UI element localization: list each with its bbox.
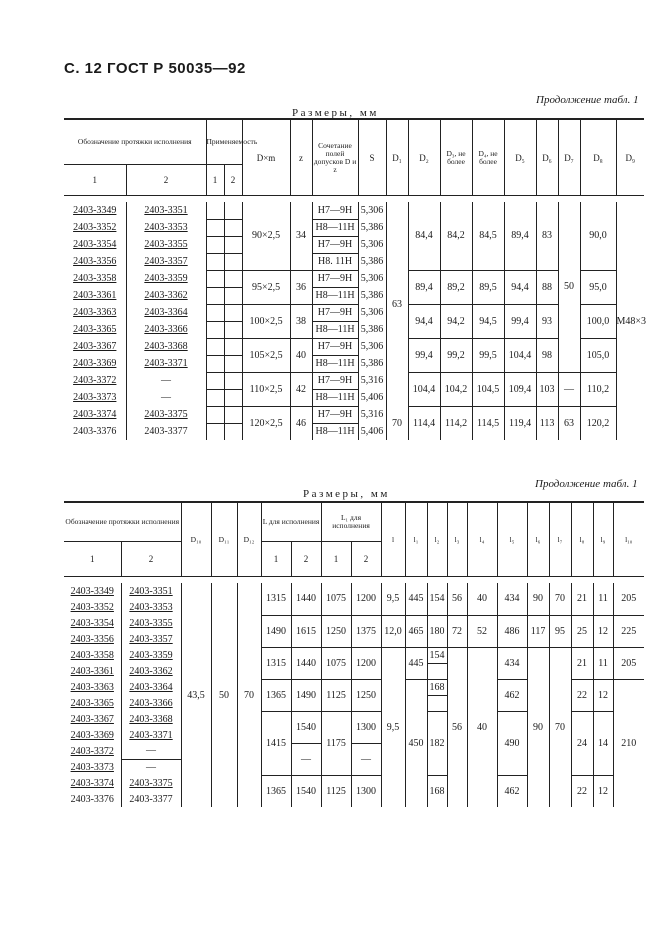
t1-head-a1: 1 <box>206 165 224 196</box>
t2-head-n2: 2 <box>121 542 181 577</box>
t1-d3: 99,2 <box>440 338 472 372</box>
t2-head-l: l <box>381 502 405 577</box>
t2-head-l6: l₆ <box>527 502 549 577</box>
t1-d8: 90,0 <box>580 202 616 270</box>
t2-row-c1: 2403-3369 <box>70 729 114 741</box>
t2-head-designation: Обозначение протяжки исполнения <box>64 502 181 542</box>
t1-z: 42 <box>290 372 312 406</box>
t2-L11: 1125 <box>321 679 351 711</box>
t1-d3: 104,2 <box>440 372 472 406</box>
t2-head-l1: l₁ <box>405 502 427 577</box>
t2-l2: 154 <box>427 583 447 615</box>
t1-row-c2: — <box>126 389 206 406</box>
t2-l10: 225 <box>613 615 644 647</box>
t1-head-combination: Сочетание полей допусков D и z <box>312 119 358 196</box>
t1-row-c2: 2403-3371 <box>126 355 206 372</box>
t2-l2: 182 <box>427 711 447 775</box>
t2-l10: 205 <box>613 583 644 615</box>
t2-l9: 12 <box>593 775 613 807</box>
t1-row-c2: 2403-3359 <box>126 270 206 287</box>
t1-row-c2: — <box>126 372 206 389</box>
t2-head-d11: D₁₁ <box>211 502 237 577</box>
t2-l9: 12 <box>593 679 613 711</box>
sizes-label-2: Размеры, мм <box>303 488 390 500</box>
t2-l9: 11 <box>593 647 613 679</box>
t2-l2: 154 <box>427 647 447 663</box>
t1-dxm: 105×2,5 <box>242 338 290 372</box>
t1-row-c2: 2403-3377 <box>126 423 206 440</box>
t2-l: 12,0 <box>381 615 405 647</box>
t1-s: 5,406 <box>358 423 386 440</box>
t2-l4-mid: 40 <box>467 647 497 807</box>
t1-d1: 70 <box>386 406 408 440</box>
t2-l8: 22 <box>571 679 593 711</box>
t1-row-c1: 2403-3358 <box>73 273 117 284</box>
t2-head-L1-2: 2 <box>351 542 381 577</box>
t2-d12: 70 <box>237 583 261 807</box>
t1-head-dxm: D×m <box>242 119 290 196</box>
t2-row-c2: — <box>121 759 181 775</box>
continuation-label-1: Продолжение табл. 1 <box>536 94 639 106</box>
t1-d6: 98 <box>536 338 558 372</box>
t2-L1: 1365 <box>261 679 291 711</box>
t2-l8: 21 <box>571 583 593 615</box>
t2-L2: 1490 <box>291 679 321 711</box>
t1-d8: 105,0 <box>580 338 616 372</box>
t2-row-c2: 2403-3375 <box>121 775 181 791</box>
t2-head-d12: D₁₂ <box>237 502 261 577</box>
t1-row-c2: 2403-3355 <box>126 236 206 253</box>
t2-l5: 462 <box>497 679 527 711</box>
t2-L1: 1365 <box>261 775 291 807</box>
t2-L12: 1250 <box>351 679 381 711</box>
t2-l8: 22 <box>571 775 593 807</box>
t1-d7: — <box>558 372 580 406</box>
t2-row-c1: 2403-3373 <box>70 761 114 773</box>
t2-head-l10: l₁₀ <box>613 502 644 577</box>
t1-head-z: z <box>290 119 312 196</box>
t1-row-c1: 2403-3361 <box>73 290 117 301</box>
t2-l2: 180 <box>427 615 447 647</box>
t1-z: 36 <box>290 270 312 304</box>
t1-d2: 89,4 <box>408 270 440 304</box>
t1-comb: H8—11H <box>312 287 358 304</box>
t2-L12: 1200 <box>351 583 381 615</box>
t2-l1-mid: 450 <box>405 679 427 807</box>
t2-l1: 445 <box>405 583 427 615</box>
t2-L2-dash: — <box>291 743 321 775</box>
t2-head-l4: l₄ <box>467 502 497 577</box>
t2-l: 9,5 <box>381 583 405 615</box>
t2-l5: 434 <box>497 583 527 615</box>
t1-s: 5,386 <box>358 355 386 372</box>
t2-l-mid: 9,5 <box>381 647 405 807</box>
t2-row-c1: 2403-3361 <box>70 665 114 677</box>
t1-head-d9: D₉ <box>616 119 644 196</box>
t1-head-d6: D₆ <box>536 119 558 196</box>
t1-head-d5: D₅ <box>504 119 536 196</box>
t2-head-L1: L₁ для исполнения <box>321 502 381 542</box>
t2-L12: 1200 <box>351 647 381 679</box>
t2-row-c1: 2403-3354 <box>70 617 114 629</box>
t2-l5: 486 <box>497 615 527 647</box>
t1-row-c1: 2403-3349 <box>73 205 117 216</box>
t2-L11: 1075 <box>321 647 351 679</box>
t2-head-n1: 1 <box>64 542 121 577</box>
t1-comb: H8—11H <box>312 321 358 338</box>
t2-head-l2: l₂ <box>427 502 447 577</box>
t2-row-c2: 2403-3353 <box>121 599 181 615</box>
t1-d6: 93 <box>536 304 558 338</box>
t2-d10: 43,5 <box>181 583 211 807</box>
t2-L2: 1540 <box>291 711 321 743</box>
t2-head-l9: l₉ <box>593 502 613 577</box>
t1-row-c1: 2403-3374 <box>73 409 117 420</box>
t2-row-c2: 2403-3359 <box>121 647 181 663</box>
t2-L11: 1125 <box>321 775 351 807</box>
t1-head-d7: D₇ <box>558 119 580 196</box>
t2-l2: 168 <box>427 775 447 807</box>
continuation-label-2: Продолжение табл. 1 <box>535 478 638 490</box>
t2-row-c2: 2403-3351 <box>121 583 181 599</box>
t2-head-l5: l₅ <box>497 502 527 577</box>
t1-z: 46 <box>290 406 312 440</box>
t2-d11: 50 <box>211 583 237 807</box>
t2-row-c2: 2403-3355 <box>121 615 181 631</box>
t1-comb: H8—11H <box>312 389 358 406</box>
t1-row-c1: 2403-3367 <box>73 341 117 352</box>
t1-row-c1: 2403-3372 <box>73 375 117 386</box>
t2-l5: 462 <box>497 775 527 807</box>
t1-d3: 89,2 <box>440 270 472 304</box>
t1-comb: H8. 11H <box>312 253 358 270</box>
t1-d4: 114,5 <box>472 406 504 440</box>
t2-l10: 205 <box>613 647 644 679</box>
t2-L2: 1440 <box>291 647 321 679</box>
t1-head-d8: D₈ <box>580 119 616 196</box>
t1-head-d1: D₁ <box>386 119 408 196</box>
t1-s: 5,386 <box>358 321 386 338</box>
t1-row-c2: 2403-3364 <box>126 304 206 321</box>
t2-row-c1: 2403-3376 <box>70 793 114 805</box>
t2-L2: 1615 <box>291 615 321 647</box>
t2-l4: 40 <box>467 583 497 615</box>
sizes-label-1: Размеры, мм <box>292 107 379 119</box>
t1-comb: H8—11H <box>312 423 358 440</box>
t2-row-c1: 2403-3367 <box>70 713 114 725</box>
t1-d4: 84,5 <box>472 202 504 270</box>
t1-comb: H7—9H <box>312 202 358 219</box>
t2-l3: 72 <box>447 615 467 647</box>
t2-l6: 90 <box>527 583 549 615</box>
page-header: С. 12 ГОСТ Р 50035—92 <box>64 60 246 77</box>
t1-d1: 63 <box>386 202 408 406</box>
t1-row-c1: 2403-3365 <box>73 324 117 335</box>
t1-dxm: 95×2,5 <box>242 270 290 304</box>
t1-s: 5,386 <box>358 219 386 236</box>
t1-s: 5,316 <box>358 372 386 389</box>
t2-head-L1-1: 1 <box>321 542 351 577</box>
t2-l9: 11 <box>593 583 613 615</box>
t1-z: 34 <box>290 202 312 270</box>
t2-L2: 1440 <box>291 583 321 615</box>
t2-l1: 445 <box>405 647 427 679</box>
t2-l2: 168 <box>427 679 447 695</box>
t1-s: 5,306 <box>358 236 386 253</box>
t1-dxm: 100×2,5 <box>242 304 290 338</box>
t1-row-c1: 2403-3376 <box>73 426 117 437</box>
t1-d8: 110,2 <box>580 372 616 406</box>
table-2 <box>64 501 644 821</box>
t2-L12: 1300 <box>351 711 381 743</box>
t2-row-c1: 2403-3365 <box>70 697 114 709</box>
t1-d4: 94,5 <box>472 304 504 338</box>
t2-L12-dash: — <box>351 743 381 775</box>
t1-s: 5,306 <box>358 270 386 287</box>
t1-d4: 89,5 <box>472 270 504 304</box>
t1-row-c1: 2403-3363 <box>73 307 117 318</box>
t1-head-a2: 2 <box>224 165 242 196</box>
t2-row-c1: 2403-3358 <box>70 649 114 661</box>
t2-L1: 1490 <box>261 615 291 647</box>
t2-row-c2: 2403-3377 <box>121 791 181 807</box>
t1-row-c1: 2403-3354 <box>73 239 117 250</box>
t2-row-c1: 2403-3356 <box>70 633 114 645</box>
t1-d5: 109,4 <box>504 372 536 406</box>
t1-comb: H7—9H <box>312 406 358 423</box>
t1-head-designation: Обозначение протяжки исполнения <box>64 119 206 165</box>
t2-row-c2: 2403-3364 <box>121 679 181 695</box>
t2-row-c2: 2403-3368 <box>121 711 181 727</box>
t1-d4: 99,5 <box>472 338 504 372</box>
t1-d5: 99,4 <box>504 304 536 338</box>
t2-L1: 1315 <box>261 583 291 615</box>
t2-L1: 1315 <box>261 647 291 679</box>
t2-l5: 434 <box>497 647 527 679</box>
t1-d3: 94,2 <box>440 304 472 338</box>
t1-head-n2: 2 <box>126 165 206 196</box>
t2-L12: 1375 <box>351 615 381 647</box>
t1-s: 5,406 <box>358 389 386 406</box>
t2-row-c1: 2403-3374 <box>70 777 114 789</box>
t1-d2: 114,4 <box>408 406 440 440</box>
t1-row-c2: 2403-3368 <box>126 338 206 355</box>
t1-d2: 84,4 <box>408 202 440 270</box>
t2-row-c1: 2403-3372 <box>70 745 114 757</box>
t1-dxm: 110×2,5 <box>242 372 290 406</box>
t1-dxm: 90×2,5 <box>242 202 290 270</box>
t1-row-c1: 2403-3369 <box>73 358 117 369</box>
t1-comb: H7—9H <box>312 338 358 355</box>
t1-row-c2: 2403-3353 <box>126 219 206 236</box>
t2-head-d10: D₁₀ <box>181 502 211 577</box>
t2-row-c1: 2403-3352 <box>70 601 114 613</box>
t1-d2: 104,4 <box>408 372 440 406</box>
t1-d4: 104,5 <box>472 372 504 406</box>
t1-row-c1: 2403-3352 <box>73 222 117 233</box>
t2-l3: 56 <box>447 583 467 615</box>
t1-s: 5,306 <box>358 202 386 219</box>
t1-row-c1: 2403-3373 <box>73 392 117 403</box>
t2-l3-mid: 56 <box>447 647 467 807</box>
t2-L2: 1540 <box>291 775 321 807</box>
t2-l4: 52 <box>467 615 497 647</box>
t1-d3: 114,2 <box>440 406 472 440</box>
t2-row-c2: 2403-3366 <box>121 695 181 711</box>
t1-s: 5,306 <box>358 338 386 355</box>
t1-s: 5,316 <box>358 406 386 423</box>
t1-d5: 119,4 <box>504 406 536 440</box>
t1-comb: H7—9H <box>312 304 358 321</box>
t1-s: 5,306 <box>358 304 386 321</box>
t1-d3: 84,2 <box>440 202 472 270</box>
t1-comb: H8—11H <box>312 355 358 372</box>
t1-d7: 50 <box>558 202 580 372</box>
t1-d8: 100,0 <box>580 304 616 338</box>
t2-l10-mid: 210 <box>613 679 644 807</box>
t2-l6: 117 <box>527 615 549 647</box>
t2-row-c1: 2403-3349 <box>70 585 114 597</box>
t1-dxm: 120×2,5 <box>242 406 290 440</box>
t1-d2: 94,4 <box>408 304 440 338</box>
t1-row-c2: 2403-3366 <box>126 321 206 338</box>
t1-d9: M48×3 <box>616 202 644 440</box>
t2-l8: 21 <box>571 647 593 679</box>
t2-L1: 1415 <box>261 711 291 775</box>
t2-l1: 465 <box>405 615 427 647</box>
t1-z: 38 <box>290 304 312 338</box>
t2-l9: 12 <box>593 615 613 647</box>
t1-head-d3: D₃, не более <box>440 119 472 196</box>
t2-head-l3: l₃ <box>447 502 467 577</box>
t1-d5: 104,4 <box>504 338 536 372</box>
t2-l8: 24 <box>571 711 593 775</box>
t1-head-s: S <box>358 119 386 196</box>
t2-l6-mid: 90 <box>527 647 549 807</box>
t1-row-c2: 2403-3362 <box>126 287 206 304</box>
t2-l8: 25 <box>571 615 593 647</box>
t1-row-c2: 2403-3357 <box>126 253 206 270</box>
t2-head-L-1: 1 <box>261 542 291 577</box>
t1-d6: 83 <box>536 202 558 270</box>
t1-d5: 89,4 <box>504 202 536 270</box>
t2-row-c2: 2403-3357 <box>121 631 181 647</box>
table-1 <box>64 118 647 454</box>
t2-L11: 1250 <box>321 615 351 647</box>
t1-row-c1: 2403-3356 <box>73 256 117 267</box>
t1-head-application: Применяемость <box>206 119 242 165</box>
t1-z: 40 <box>290 338 312 372</box>
t2-row-c1: 2403-3363 <box>70 681 114 693</box>
t1-comb: H8—11H <box>312 219 358 236</box>
t2-row-c2: — <box>121 743 181 759</box>
t2-row-c2: 2403-3371 <box>121 727 181 743</box>
t2-l7: 95 <box>549 615 571 647</box>
t1-comb: H7—9H <box>312 236 358 253</box>
t1-comb: H7—9H <box>312 270 358 287</box>
t1-d2: 99,4 <box>408 338 440 372</box>
t2-head-l7: l₇ <box>549 502 571 577</box>
t1-d5: 94,4 <box>504 270 536 304</box>
t1-row-c2: 2403-3375 <box>126 406 206 423</box>
t1-d6: 113 <box>536 406 558 440</box>
t1-s: 5,386 <box>358 253 386 270</box>
t1-head-d2: D₂ <box>408 119 440 196</box>
t1-d7: 63 <box>558 406 580 440</box>
t2-L11: 1175 <box>321 711 351 775</box>
t1-head-d4: D₄, не более <box>472 119 504 196</box>
t2-head-L-2: 2 <box>291 542 321 577</box>
t1-comb: H7—9H <box>312 372 358 389</box>
t2-l9: 14 <box>593 711 613 775</box>
t2-head-l8: l₈ <box>571 502 593 577</box>
t1-row-c2: 2403-3351 <box>126 202 206 219</box>
t2-L12: 1300 <box>351 775 381 807</box>
t2-l5: 490 <box>497 711 527 775</box>
t2-head-L: L для исполнения <box>261 502 321 542</box>
t2-l7: 70 <box>549 583 571 615</box>
t2-l7-mid: 70 <box>549 647 571 807</box>
t1-d8: 120,2 <box>580 406 616 440</box>
t2-row-c2: 2403-3362 <box>121 663 181 679</box>
t2-L11: 1075 <box>321 583 351 615</box>
t1-d6: 103 <box>536 372 558 406</box>
t1-d8: 95,0 <box>580 270 616 304</box>
t1-d6: 88 <box>536 270 558 304</box>
t1-head-n1: 1 <box>64 165 126 196</box>
t1-s: 5,386 <box>358 287 386 304</box>
